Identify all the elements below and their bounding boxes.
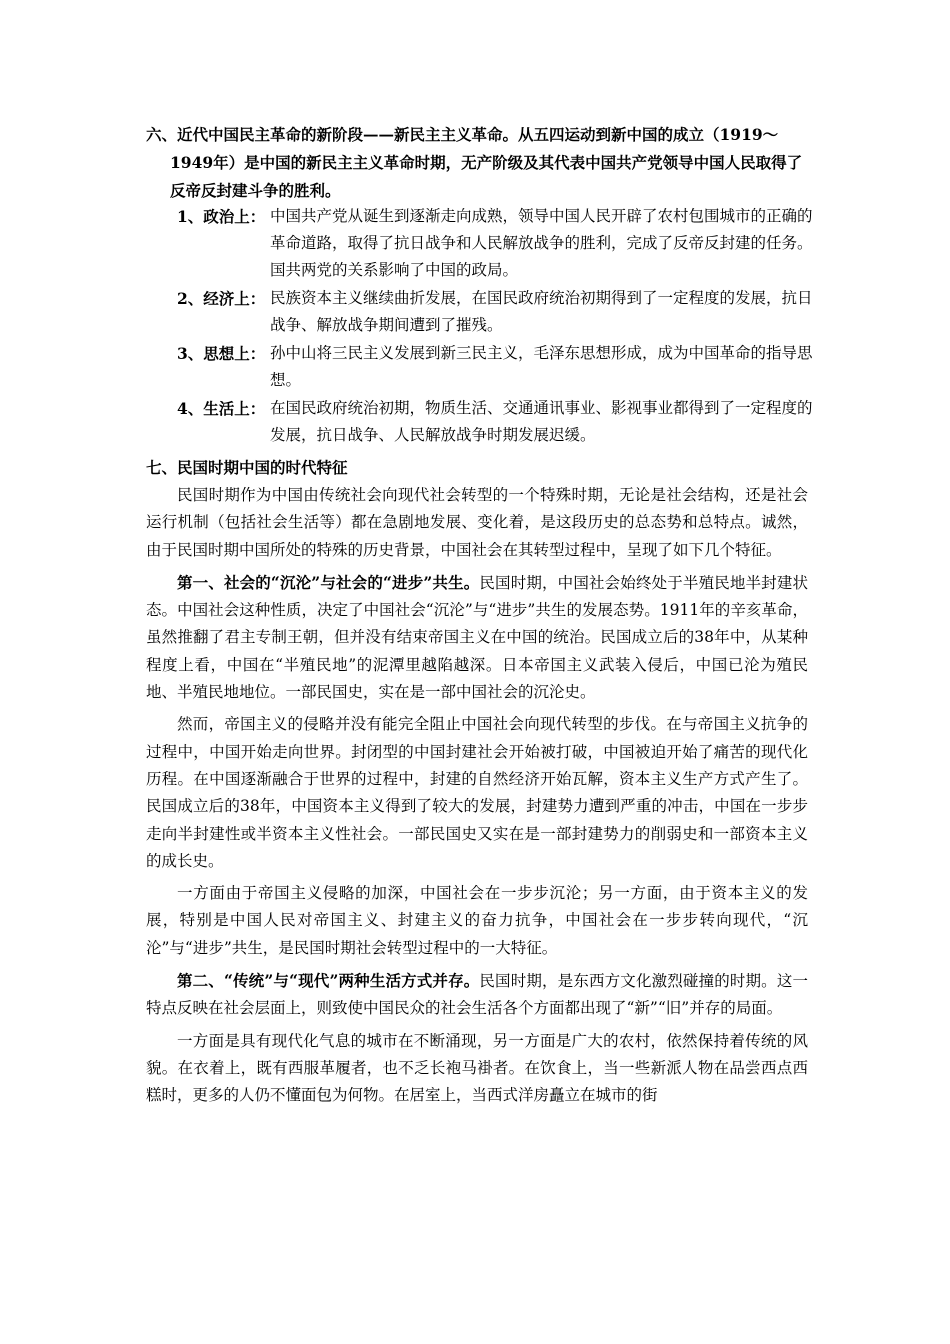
section-7-heading: 七、民国时期中国的时代特征	[146, 458, 348, 477]
section-6-items	[177, 203, 817, 450]
paragraph: 一方面是具有现代化气息的城市在不断涌现，另一方面是广大的农村，依然保持着传统的风貌。在衣着上，既有西服革履者，也不乏长袍马褂者。在饮食上，当一些新派人物在品尝西点西糕时，更多的人仍不懂面包为何物。在居室上，当西式洋房矗立在城市的街	[146, 1031, 808, 1105]
feature-heading: 第一、社会的“沉沦”与社会的“进步”共生。	[177, 572, 480, 592]
paragraph-second-feature	[146, 967, 808, 1023]
section-7-body	[146, 482, 808, 1115]
paragraph: 一方面由于帝国主义侵略的加深，中国社会在一步步沉沦；另一方面，由于资本主义的发展，特别是中国人民对帝国主义、封建主义的奋力抗争，中国社会在一步步转向现代，“沉沦”与“进步”共生，是民国时期社会转型过程中的一大特征。	[146, 884, 808, 957]
paragraph-text: 民国时期，是东西方文化激烈碰撞的时期。这一特点反映在社会层面上，则致使中国民众的社会生活各个方面都出现了“新”“旧”并存的局面。	[146, 972, 808, 1018]
item-text: 民族资本主义继续曲折发展，在国民政府统治初期得到了一定程度的发展，抗日战争、解放战争期间遭到了摧残。	[270, 289, 813, 334]
item-text: 在国民政府统治初期，物质生活、交通通讯事业、影视事业都得到了一定程度的发展，抗日战争、人民解放战争时期发展迟缓。	[270, 399, 813, 444]
item-text: 孙中山将三民主义发展到新三民主义，毛泽东思想形成，成为中国革命的指导思想。	[270, 344, 813, 389]
paragraph: 然而，帝国主义的侵略并没有能完全阻止中国社会向现代转型的步伐。在与帝国主义抗争的过程中，中国开始走向世界。封闭型的中国封建社会开始被打破，中国被迫开始了痛苦的现代化历程。在中国逐渐融合于世界的过程中，封建的自然经济开始瓦解，资本主义生产方式产生了。民国成立后的38年，中国资本主义得到了较大的发展，封建势力遭到严重的冲击，中国在一步步走向半封建性或半资本主义性社会。一部民国史又实在是一部封建势力的削弱史和一部资本主义的成长史。	[146, 715, 808, 870]
item-life	[177, 395, 817, 449]
paragraph-text: 民国时期，中国社会始终处于半殖民地半封建状态。中国社会这种性质，决定了中国社会“沉沦”与“进步”共生的发展态势。1911年的辛亥革命，虽然推翻了君主专制王朝，但并没有结束帝国主义在中国的统治。民国成立后的38年中，从某种程度上看，中国在“半殖民地”的泥潭里越陷越深。日本帝国主义武装入侵后，中国已沦为殖民地、半殖民地地位。一部民国史，实在是一部中国社会的沉沦史。	[146, 573, 808, 702]
section-6	[146, 121, 806, 205]
item-label: 3、思想上：	[177, 344, 266, 363]
item-label: 4、生活上：	[177, 399, 266, 418]
section-6-heading: 六、近代中国民主革命的新阶段——新民主主义革命。从五四运动到新中国的成立（1919～1949年）是中国的新民主主义革命时期，无产阶级及其代表中国共产党领导中国人民取得了反帝反封建斗争的胜利。	[146, 125, 803, 200]
item-thought	[177, 340, 817, 394]
item-label: 2、经济上：	[177, 289, 266, 308]
item-economy	[177, 285, 817, 339]
item-text: 中国共产党从诞生到逐渐走向成熟，领导中国人民开辟了农村包围城市的正确的革命道路，取得了抗日战争和人民解放战争的胜利，完成了反帝反封建的任务。国共两党的关系影响了中国的政局。	[270, 207, 813, 279]
paragraph-first-feature	[146, 569, 808, 706]
intro-paragraph: 民国时期作为中国由传统社会向现代社会转型的一个特殊时期，无论是社会结构，还是社会运行机制（包括社会生活等）都在急剧地发展、变化着，是这段历史的总态势和总特点。诚然，由于民国时期中国所处的特殊的历史背景，中国社会在其转型过程中，呈现了如下几个特征。	[146, 486, 808, 559]
item-politics	[177, 203, 817, 284]
feature-heading: 第二、“传统”与“现代”两种生活方式并存。	[177, 971, 480, 991]
item-label: 1、政治上：	[177, 207, 266, 226]
